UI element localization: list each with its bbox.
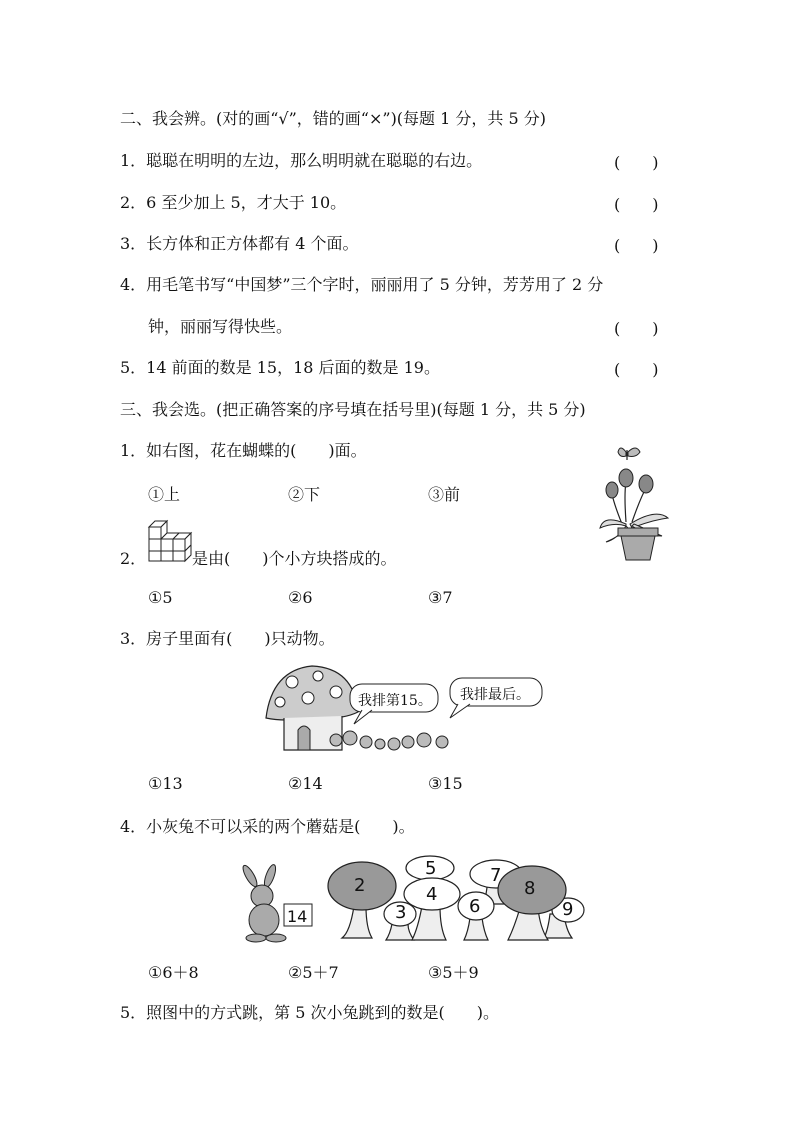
s3-q2: 是由( )个小方块搭成的。 <box>192 549 397 568</box>
mushroom-label-7: 7 <box>490 865 502 886</box>
s3-q1-option-3[interactable]: ③前 <box>428 485 461 504</box>
bubble-1-text: 我排第15。 <box>358 693 432 709</box>
s3-q4-option-2[interactable]: ②5＋7 <box>288 963 339 982</box>
flower-pot-illustration <box>596 444 676 564</box>
mushroom-label-4: 4 <box>426 884 438 905</box>
s3-q4-option-1[interactable]: ①6＋8 <box>148 963 199 982</box>
mushroom-house-illustration <box>262 660 552 760</box>
s3-q3-option-1[interactable]: ①13 <box>148 774 183 793</box>
mushroom-label-5: 5 <box>425 858 437 879</box>
s3-q1-option-1[interactable]: ①上 <box>148 485 181 504</box>
s3-q4-option-3[interactable]: ③5＋9 <box>428 963 479 982</box>
cube-stack-figure <box>147 519 193 563</box>
mushroom-label-6: 6 <box>469 896 481 917</box>
s2-item-3: 3．长方体和正方体都有 4 个面。 <box>120 234 359 253</box>
s3-q3: 3．房子里面有( )只动物。 <box>120 629 335 648</box>
s3-q3-option-2[interactable]: ②14 <box>288 774 323 793</box>
s3-q3-option-3[interactable]: ③15 <box>428 774 463 793</box>
s2-answer-1[interactable]: ( ) <box>614 153 659 172</box>
s3-q4: 4．小灰兔不可以采的两个蘑菇是( )。 <box>120 817 415 836</box>
s2-item-5: 5．14 前面的数是 15，18 后面的数是 19。 <box>120 358 440 377</box>
s3-q2-option-3[interactable]: ③7 <box>428 588 453 607</box>
s2-answer-2[interactable]: ( ) <box>614 195 659 214</box>
s3-q2-option-1[interactable]: ①5 <box>148 588 173 607</box>
rabbit-icon <box>241 863 286 942</box>
s2-answer-5[interactable]: ( ) <box>614 360 659 379</box>
mushrooms-illustration <box>328 852 590 944</box>
rabbit-illustration <box>236 866 316 946</box>
animals-line-icon <box>330 731 448 750</box>
mushroom-label-8: 8 <box>524 878 536 899</box>
s3-q1: 1．如右图，花在蝴蝶的( )面。 <box>120 441 367 460</box>
rabbit-number: 14 <box>287 907 308 926</box>
section3-heading: 三、我会选。(把正确答案的序号填在括号里)(每题 1 分，共 5 分) <box>120 400 586 419</box>
s3-q5: 5．照图中的方式跳，第 5 次小兔跳到的数是( )。 <box>120 1003 500 1022</box>
s3-q2-prefix: 2． <box>120 549 147 568</box>
section2-heading: 二、我会辨。(对的画“√”，错的画“×”)(每题 1 分，共 5 分) <box>120 109 546 128</box>
s2-item-4: 4．用毛笔书写“中国梦”三个字时，丽丽用了 5 分钟，芳芳用了 2 分 <box>120 275 604 294</box>
mushroom-label-9: 9 <box>562 899 574 920</box>
butterfly-icon <box>618 448 640 460</box>
s2-item-1: 1．聪聪在明明的左边，那么明明就在聪聪的右边。 <box>120 151 483 170</box>
s2-item-4-cont: 钟，丽丽写得快些。 <box>148 317 293 336</box>
s2-answer-3[interactable]: ( ) <box>614 236 659 255</box>
pot-icon <box>618 528 658 560</box>
s2-answer-4[interactable]: ( ) <box>614 319 659 338</box>
s3-q1-option-2[interactable]: ②下 <box>288 485 321 504</box>
bubble-2-text: 我排最后。 <box>460 687 530 703</box>
mushroom-label-2: 2 <box>354 875 366 896</box>
s3-q2-option-2[interactable]: ②6 <box>288 588 313 607</box>
s2-item-2: 2．6 至少加上 5，才大于 10。 <box>120 193 347 212</box>
mushroom-label-3: 3 <box>395 902 407 923</box>
